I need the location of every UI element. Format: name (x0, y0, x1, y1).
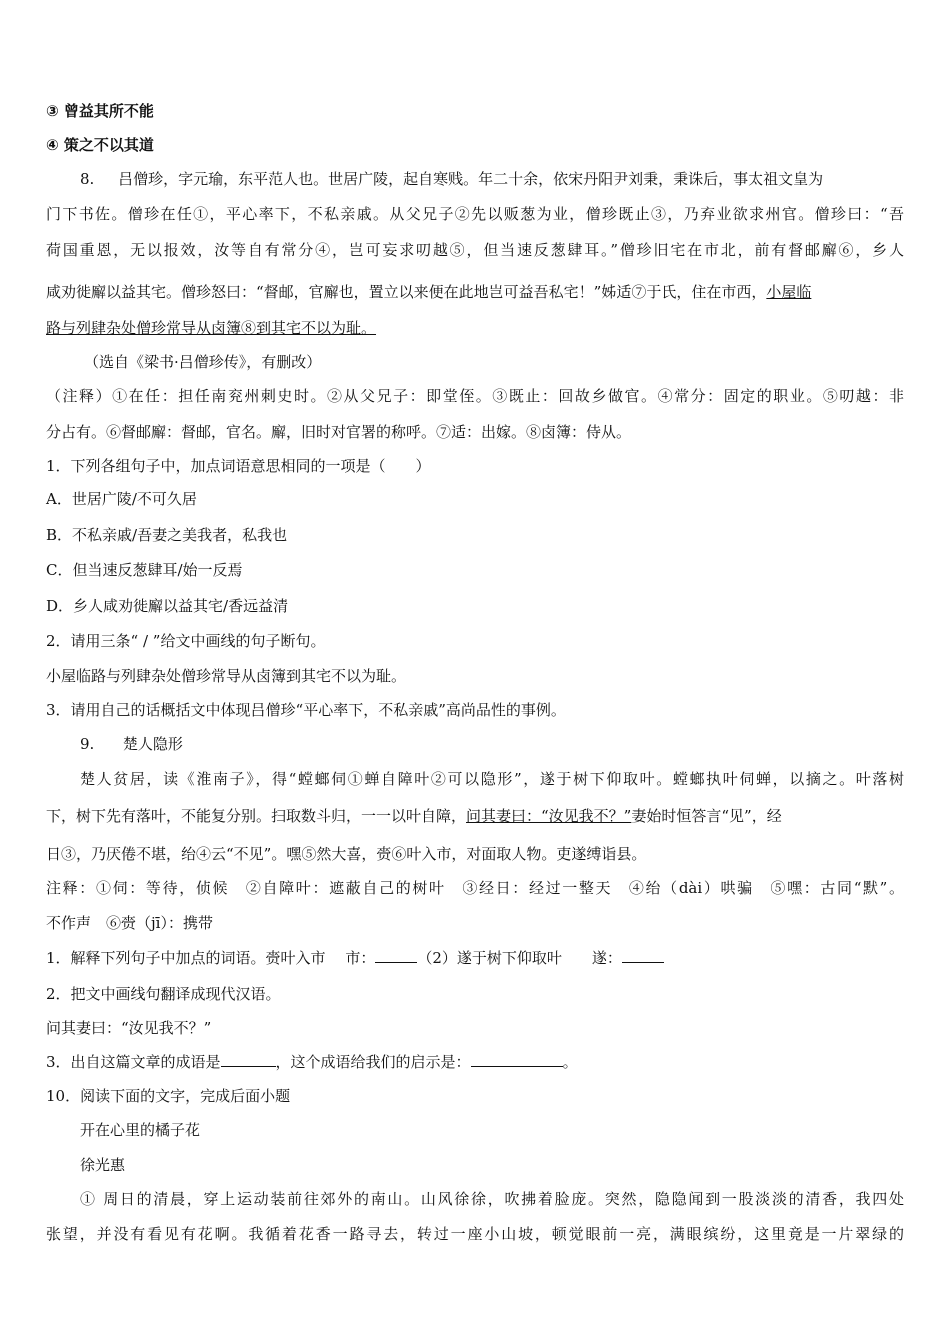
q9-passage-line: 楚人贫居，读《淮南子》，得“螳螂伺①蝉自障叶②可以隐形”，遂于树下仰取叶。螳螂执叶伺蝉，以摘之。叶落树 (80, 770, 904, 788)
q9-question-3 (46, 1052, 578, 1072)
q8-notes-line: （注释）①在任：担任南兖州刺史时。②从父兄子：即堂侄。③既止：回故乡做官。④常分：固定的职业。⑤叨越：非 (46, 387, 904, 405)
q8-number: 8. (80, 170, 95, 188)
answer-blank[interactable] (375, 948, 417, 963)
q8-passage-text: 咸劝徙廨以益其宅。僧珍怒曰：“督邮，官廨也，置立以来便在此地岂可益吾私宅！”姊适⑦于氏，住在市西， (46, 283, 767, 301)
q9-notes-line: 注释：①伺：等待，侦候 ②自障叶：遮蔽自己的树叶 ③经日：经过一整天 ④绐（dài）哄骗 ⑤嘿：古同“默”。 (46, 879, 904, 897)
q9-question-1-sub: （2）遂于树下仰取叶 遂： (417, 949, 622, 967)
answer-blank[interactable] (622, 948, 664, 963)
q9-passage-line (46, 806, 782, 826)
q8-passage-line: 门下书佐。僧珍在任①，平心率下，不私亲戚。从父兄子②先以贩葱为业，僧珍既止③，乃弃业欲求州官。僧珍曰：“吾 (46, 205, 904, 223)
q8-notes-line: 分占有。⑥督邮廨：督邮，官名。廨，旧时对官署的称呼。⑦适：出嫁。⑧卤簿：侍从。 (46, 423, 632, 441)
q8-source: （选自《梁书·吕僧珍传》，有删改） (84, 353, 322, 371)
q9-question-3-end: 。 (562, 1053, 578, 1071)
answer-blank[interactable] (471, 1052, 563, 1067)
item-3: ③ 曾益其所不能 (46, 102, 154, 120)
q8-passage-line (46, 282, 811, 302)
q10-author: 徐光惠 (80, 1156, 126, 1174)
q9-underlined-sentence: 问其妻曰：“汝见我不？” (466, 807, 632, 825)
q9-question-2: 2．把文中画线句翻译成现代汉语。 (46, 985, 281, 1003)
q9-question-3-text: 3．出自这篇文章的成语是 (46, 1053, 221, 1071)
q8-option-d: D．乡人咸劝徙廨以益其宅/香远益清 (46, 597, 289, 615)
q8-question-1: 1．下列各组句子中，加点词语意思相同的一项是（ ） (46, 457, 431, 475)
q10-heading: 10．阅读下面的文字，完成后面小题 (46, 1087, 291, 1105)
q8-option-c: C．但当速反葱肆耳/始一反焉 (46, 561, 243, 579)
q9-question-3-text: ，这个成语给我们的启示是： (275, 1053, 471, 1071)
q9-question-2-sentence: 问其妻曰：“汝见我不？” (46, 1019, 212, 1037)
q8-passage-line: 吕僧珍，字元瑜，东平范人也。世居广陵，起自寒贱。年二十余，依宋丹阳尹刘秉，秉诛后，事太祖文皇为 (118, 170, 824, 188)
q8-line-1 (80, 169, 823, 189)
q10-paragraph-line: ① 周日的清晨，穿上运动装前往郊外的南山。山风徐徐，吹拂着脸庞。突然，隐隐闻到一股淡淡的清香，我四处 (80, 1190, 904, 1208)
q9-title-line (80, 734, 183, 754)
q8-underlined-sentence: 路与列肆杂处僧珍常导从卤簿⑧到其宅不以为耻。 (46, 319, 377, 337)
q8-question-2-sentence: 小屋临路与列肆杂处僧珍常导从卤簿到其宅不以为耻。 (46, 667, 407, 685)
q9-notes-line: 不作声 ⑥赍（jī）：携带 (46, 914, 213, 932)
q8-option-a: A．世居广陵/不可久居 (46, 490, 197, 508)
q9-passage-line: 日③，乃厌倦不堪，绐④云“不见”。嘿⑤然大喜，赍⑥叶入市，对面取人物。吏遂缚诣县。 (46, 845, 647, 863)
q8-passage-line: 荷国重恩，无以报效，汝等自有常分④，岂可妄求叨越⑤，但当速反葱肆耳。”僧珍旧宅在市北，前有督邮廨⑥，乡人 (46, 241, 904, 259)
q8-question-2: 2．请用三条“ / ”给文中画线的句子断句。 (46, 632, 326, 650)
q8-underlined-sentence: 小屋临 (766, 283, 812, 301)
q10-paragraph-line: 张望，并没有看见有花啊。我循着花香一路寻去，转过一座小山坡，顿觉眼前一亮，满眼缤纷，这里竟是一片翠绿的 (46, 1225, 904, 1243)
q9-passage-text: 妻始时恒答言“见”，经 (631, 807, 782, 825)
q9-title: 楚人隐形 (122, 735, 183, 753)
answer-blank[interactable] (221, 1052, 276, 1067)
q8-question-3: 3．请用自己的话概括文中体现吕僧珍“平心率下，不私亲戚”高尚品性的事例。 (46, 701, 566, 719)
item-4: ④ 策之不以其道 (46, 136, 154, 154)
q10-article-title: 开在心里的橘子花 (80, 1121, 201, 1139)
q9-passage-text: 下，树下先有落叶，不能复分别。扫取数斗归，一一以叶自障， (46, 807, 467, 825)
q8-option-b: B．不私亲戚/吾妻之美我者，私我也 (46, 526, 288, 544)
q9-question-1-text: 1．解释下列句子中加点的词语。赍叶入市 市： (46, 949, 376, 967)
q9-question-1 (46, 948, 664, 968)
q9-number: 9. (80, 735, 95, 753)
